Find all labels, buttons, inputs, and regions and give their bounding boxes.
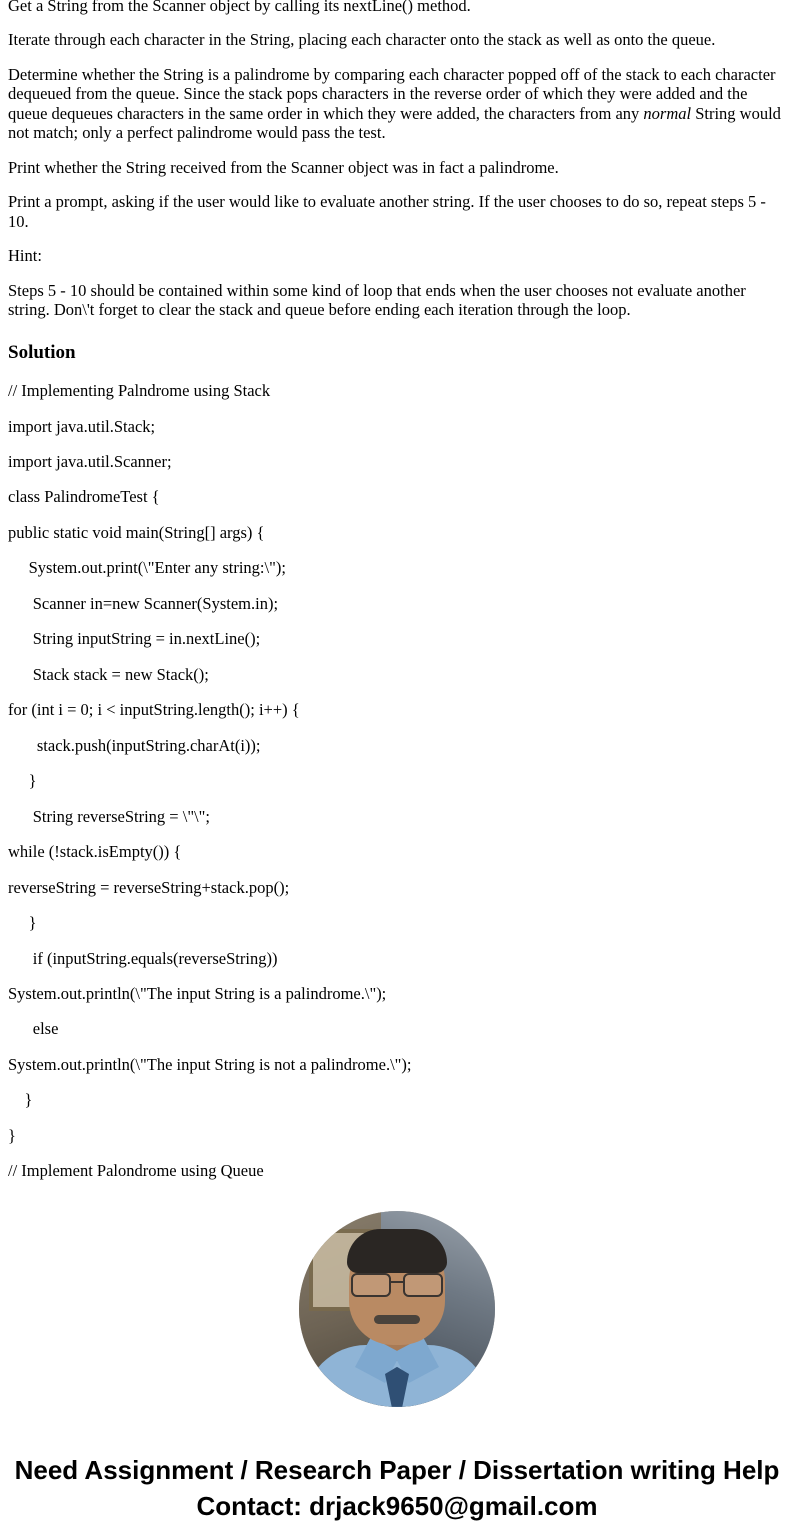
code-line-2: import java.util.Scanner; [8,451,172,471]
code-line-18: else [8,1019,59,1039]
code-line-13: while (!stack.isEmpty()) { [8,842,182,862]
code-line-11: } [8,771,37,791]
paragraph-print-result: Print whether the String received from the Scanner object was in fact a palindrome. [8,157,559,177]
palindrome-text-before: Determine whether the String is a palindrome by comparing each character popped off of the stack to each character dequeued from the queue. Since the stack pops characters in the reverse order of which they were added and the queue dequeues characters in the same order in which they were added, the characters from any [8,64,776,123]
code-line-1: import java.util.Stack; [8,416,156,436]
code-line-12: String reverseString = \"\"; [8,806,210,826]
code-line-4: public static void main(String[] args) { [8,522,265,542]
glasses-icon [349,1273,445,1295]
code-line-6: Scanner in=new Scanner(System.in); [8,593,279,613]
glasses-lens-right [403,1273,443,1297]
code-line-14: reverseString = reverseString+stack.pop(); [8,877,290,897]
code-line-19: System.out.println(\"The input String is not a palindrome.\"); [8,1054,412,1074]
paragraph-hint-body: Steps 5 - 10 should be contained within some kind of loop that ends when the user chooses not evaluate another string. Don\'t forget to clear the stack and queue before ending each iteration through the loop. [8,280,746,320]
paragraph-print-prompt: Print a prompt, asking if the user would like to evaluate another string. If the user chooses to do so, repeat steps 5 - 10. [8,192,766,231]
glasses-lens-left [351,1273,391,1297]
code-line-8: Stack stack = new Stack(); [8,664,209,684]
code-line-7: String inputString = in.nextLine(); [8,629,261,649]
hair-shape [347,1229,447,1273]
mustache-shape [374,1315,420,1324]
code-line-20: } [8,1090,33,1110]
promo-line-1: Need Assignment / Research Paper / Dissertation writing Help [14,1454,780,1485]
code-line-9: for (int i = 0; i < inputString.length(); i++) { [8,700,300,720]
palindrome-emphasis-normal: normal [643,103,692,123]
code-line-0: // Implementing Palndrome using Stack [8,381,271,401]
promo-line-2: Contact: drjack9650@gmail.com [196,1490,598,1521]
solution-heading: Solution [8,341,76,363]
code-line-16: if (inputString.equals(reverseString)) [8,948,278,968]
paragraph-step-iterate: Iterate through each character in the String, placing each character onto the stack as well as onto the queue. [8,30,716,50]
code-line-5: System.out.print(\"Enter any string:\"); [8,558,286,578]
code-line-22: // Implement Palondrome using Queue [8,1161,264,1181]
promo-banner [8,1455,786,1521]
code-line-21: } [8,1125,16,1145]
paragraph-step-nextline: Get a String from the Scanner object by calling its nextLine() method. [8,0,471,15]
paragraph-hint-label: Hint: [8,246,42,266]
avatar [299,1211,495,1407]
palindrome-text-after: String would not match; only a perfect palindrome would pass the test. [8,103,781,143]
code-line-3: class PalindromeTest { [8,487,160,507]
paragraph-palindrome-explanation [8,65,786,143]
avatar-container [8,1211,786,1407]
code-line-17: System.out.println(\"The input String is a palindrome.\"); [8,984,387,1003]
code-line-10: stack.push(inputString.charAt(i)); [8,735,261,755]
code-line-15: } [8,913,37,933]
